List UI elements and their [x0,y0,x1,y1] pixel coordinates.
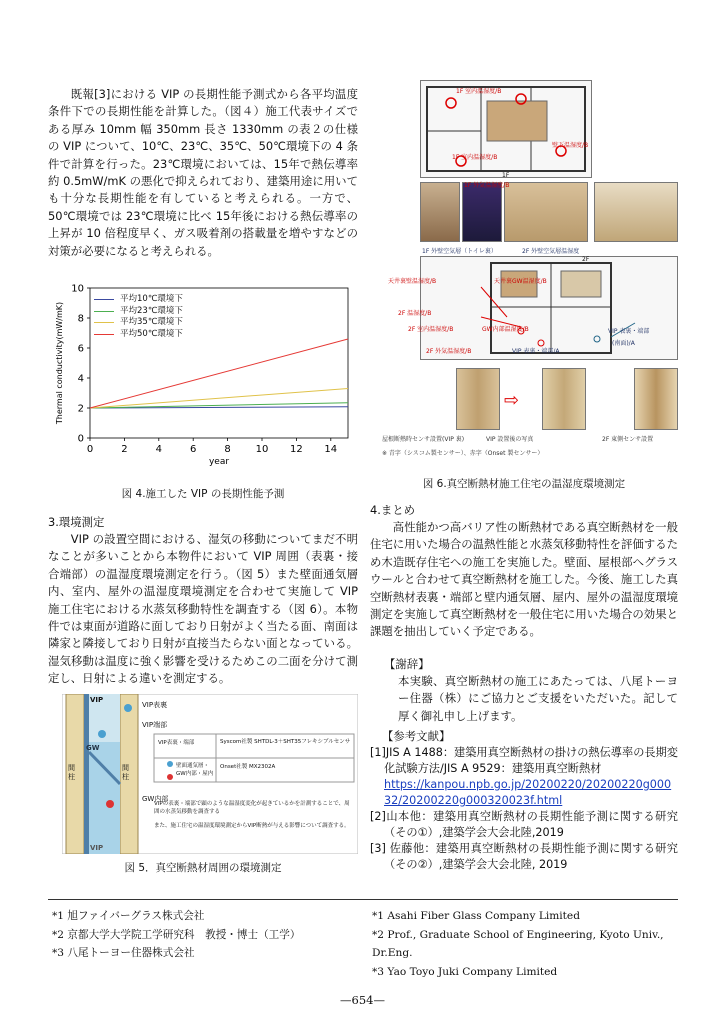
fig6-red-label-5: 天井裏壁温湿度/B [388,278,437,285]
figure-4-caption: 図 4.施工した VIP の長期性能予測 [121,488,285,500]
table-row2-col1: 壁面通気層・GW内部・屋内 [176,763,214,777]
gw-inside-label: GW内部 [142,795,169,803]
table-row2-col2: Onset社製 MX2302A [220,764,276,770]
legend-item-4 [94,329,183,341]
reference-2: [2]山本他：建築用真空断熱材の長期性能予測に関する研究（その①）,建築学会大会北陸,2019 [370,810,678,839]
photo-roof-sensor [456,368,500,430]
floor-plan-1f [420,80,592,178]
footnote-jp-3: *3 八尾トーヨー住器株式会社 [52,947,195,959]
photo-2f-east [634,368,678,430]
legend-label: 平均23℃環境下 [120,305,183,316]
photo-label-2: 2F 外壁空気層温湿度 [522,248,580,255]
series-line-4 [90,339,348,408]
page-number: —654— [340,993,385,1007]
x-tick-label: 10 [255,444,269,455]
figure-5-caption: 図 5．真空断熱材周囲の環境測定 [124,862,282,874]
legend-label: 平均35℃環境下 [120,317,183,327]
legend-item-1 [94,294,183,306]
y-tick-label: 0 [77,433,84,445]
left-pillar-label: 間柱 [68,764,75,781]
acknowledgement [370,656,678,725]
photo-label-3: 屋根断熱時センサ設置(VIP 裏) [382,436,465,443]
sensor-vip-edge-marker [98,730,106,738]
y-tick-label: 2 [77,403,84,415]
vip-bottom-label: VIP [90,844,104,852]
fig6-red-label-7: 2F 温湿度/B [398,310,432,317]
vip-edge-label: VIP端部 [142,721,168,729]
fig6-sensor-note: ※ 青字（シスコム製センサー）、赤字（Onset 製センサー） [382,450,544,457]
sensor-vip-surface-marker [124,704,132,712]
references [370,728,678,873]
section-4-text: 高性能かつ高バリア性の断熱材である真空断熱材を一般住宅に用いた場合の温熱性能と水蒸気移動特性を評価するため木造既存住宅への施工を実施した。壁面、屋根部へグラスウールと合わせて真空断熱材を施工した。今後、施工した真空断熱材表裏・端部と壁内通気層、屋内、屋外の温湿度環境測定を実施して真空断熱材を一般住宅に用いた場合の効果と課題を抽出していく予定である。 [370,520,678,639]
y-tick-label: 8 [77,313,84,325]
legend-item-2 [94,306,183,318]
x-tick-label: 4 [155,444,162,455]
y-axis-label: Thermal conductivity(mW/mK) [55,301,64,425]
section-3-title: 3.環境測定 [48,515,105,529]
fig6-red-label-8: 2F 室内温湿度/B [408,326,454,333]
legend-swatch [94,299,114,300]
section-4 [370,502,678,641]
fig6-red-label-4: 1F 外気温湿度/B [464,182,510,189]
legend-swatch [94,311,114,312]
photo-label-1: 1F 外壁空気層（トイレ裏） [422,248,497,255]
legend-label: 平均10℃環境下 [120,294,183,304]
figure-6-caption: 図 6.真空断熱材施工住宅の温湿度環境測定 [422,478,626,490]
photo-label-5: 2F 東側センサ設置 [602,436,654,443]
fig6-red-label-3: 壁下温湿度/B [552,142,589,149]
intro-text: 既報[3]における VIP の長期性能予測式から各平均温度条件下での長期性能を計算した。（図４）施工代表サイズである厚み 10mm 幅 350mm 長さ 1330mm の表２の仕様の VIP について、10℃、23℃、35℃、50℃環境下の 4 条件で計算を行った。23℃環境においては、15年で熱伝導率約 0.5mW/mK の悪化で抑えられており、建築用途に用いても十分な長期性能を有していると考えられる。一方で、50℃環境では 23℃環境に比べ 15年後における熱伝導率の上昇が 10 倍程度早く、ガス吸着剤の搭載量を増やすなどの対策が必要になると考えられる。 [48,87,358,258]
photo-label-4: VIP 設置後の写真 [486,436,534,443]
x-tick-label: 12 [290,444,303,455]
footnote-en-1: *1 Asahi Fiber Glass Company Limited [372,910,580,922]
fig5-note-1: VIPの表裏・端部で顕のような温湿度変化が起きているかを計測することで、周囲の水蒸気移動を調査する [154,801,350,815]
legend-item-3 [94,317,183,329]
reference-1-link[interactable]: https://kanpou.npb.go.jp/20200220/20200220g00032/20200220g000320023f.html [384,778,672,807]
references-title: 【参考文献】 [382,729,451,743]
fig6-red-label-2: 1F 室内温湿度/B [452,154,498,161]
x-tick-label: 0 [86,444,94,455]
photo-1f-d [594,182,678,242]
fig5-note-2: また、施工住宅の温湿度環境測定からVIP断熱が与える影響について調査する。 [154,823,350,829]
legend-label: 平均50℃環境下 [120,328,183,339]
chart-legend [94,294,183,340]
y-tick-label: 4 [77,373,84,385]
footnote-en-3: *3 Yao Toyo Juki Company Limited [372,965,558,978]
footnote-jp-1: *1 旭ファイバーグラス株式会社 [52,910,205,922]
section-3 [48,514,358,688]
photo-vip-installed [542,368,586,430]
fig6-red-label-9: 2F 外気温湿度/B [426,348,472,355]
reference-1 [370,745,678,809]
intro-paragraph [48,86,358,260]
photo-1f-a [420,182,460,242]
figure-5 [62,694,358,854]
fig6-blue-label-1: VIP 表裏・端部 [608,328,650,335]
y-tick-label: 6 [77,343,84,355]
footnotes-english [372,907,682,981]
x-tick-label: 8 [224,444,231,455]
reference-1-text: [1]JIS A 1488：建築用真空断熱材の掛けの熱伝導率の長期変化試験方法/JIS A 9529：建築用真空断熱材 [370,746,678,775]
fig6-red-label-6: 天井裏GW温湿度/B [494,278,547,285]
reference-3: [3] 佐藤他：建築用真空断熱材の長期性能予測に関する研究 （その②）,建築学会大会北陸, 2019 [370,842,678,871]
legend-swatch [94,322,114,323]
arrow-right-icon: ⇨ [504,390,520,411]
x-axis-label: year [208,457,230,467]
floor-2f-label: 2F [582,256,590,263]
x-tick-label: 14 [324,444,338,455]
table-row1-col2: Syscom社製 SHTDL-3＋SHT35フレキシブルセンサ [220,739,351,745]
thanks-title: 【謝辞】 [384,657,430,671]
photo-1f-b [462,182,502,242]
fig6-red-label-1: 1F 室内温湿度/B [456,88,502,95]
footer-divider [48,899,678,900]
sensor-gw-marker [106,800,114,808]
fig6-blue-label-3: (南面)/A [612,340,635,347]
floor-plan-2f [420,256,678,360]
figure-6 [382,80,678,464]
footnote-en-2: *2 Prof., Graduate School of Engineering, Kyoto Univ., Dr.Eng. [372,928,664,959]
table-row1-col1: VIP表裏・端部 [158,740,195,746]
thanks-text: 本実験、真空断熱材の施工にあたっては、八尾トーヨー住器（株）にご協力とご支援をいただいた。記して厚く御礼申し上げます。 [398,674,678,723]
fig6-red-label-10: GW内部温湿度/B [482,326,529,333]
y-tick-label: 10 [71,283,84,295]
floor-1f-label: 1F [502,172,510,179]
footnote-jp-2: *2 京都大学大学院工学研究科 教授・博士（工学） [52,928,301,941]
vip-surface-label: VIP表裏 [142,701,168,709]
photo-1f-c [504,182,588,242]
x-tick-label: 2 [121,444,128,455]
gw-label: GW [86,744,100,752]
footnotes-japanese [52,907,352,963]
vip-top-label: VIP [90,696,104,704]
section-4-title: 4.まとめ [370,503,416,517]
x-tick-label: 6 [190,444,197,455]
legend-swatch [94,334,114,335]
section-3-text: VIP の設置空間における、湿気の移動についてまだ不明なことが多いことから本物件において VIP 周囲（表裏・接合端部）の温湿度環境測定を行う。（図 5）また壁面通気層内、室内、屋外の温湿度環境測定を合わせて実施して VIP 施工住宅における水蒸気移動特性を調査する（図 6）。本物件では東面が道路に面しており日射がよく当たる面、南面は隣家と隣接しており日射が直接当たらない面となっている。湿気移動は温度に強く影響を受けるためこの二面を分けて測定し、日射による違いを測定する。 [48,532,358,686]
right-pillar-label: 間柱 [122,764,129,781]
fig6-blue-label-2: VIP 表裏・端部/A [512,348,560,355]
